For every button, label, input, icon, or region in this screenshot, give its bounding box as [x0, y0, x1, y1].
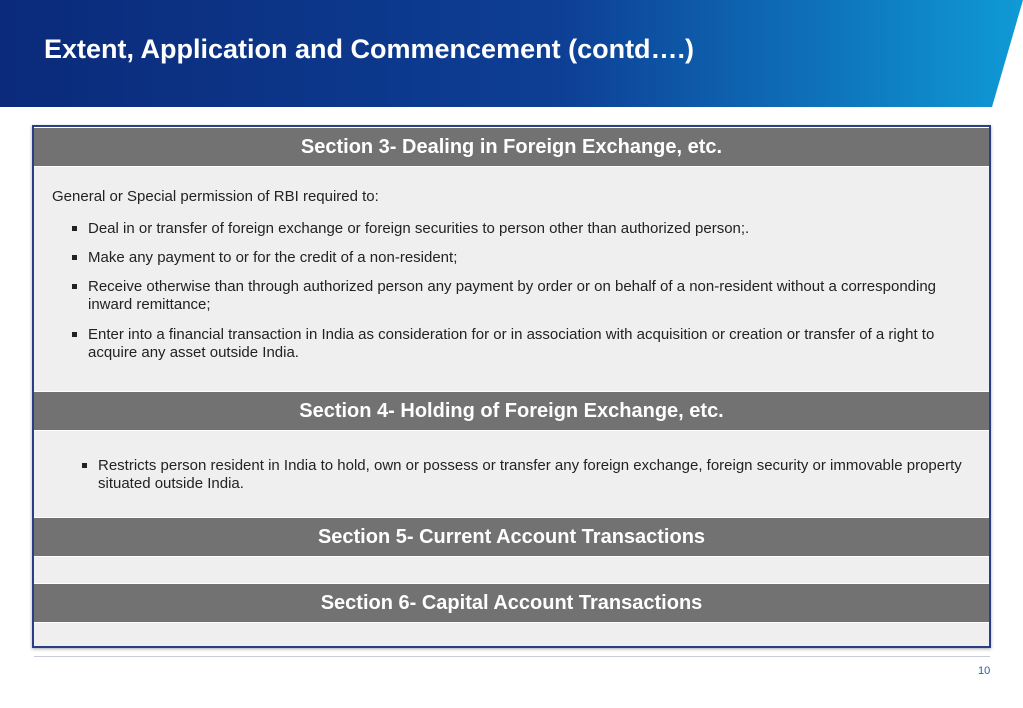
list-item: Make any payment to or for the credit of a non-resident;	[70, 249, 983, 267]
content-panel	[32, 125, 991, 648]
list-item: Deal in or transfer of foreign exchange or foreign securities to person other than authorized person;.	[70, 220, 983, 238]
page-number: 10	[978, 665, 991, 677]
section-5-heading: Section 5- Current Account Transactions	[34, 517, 989, 557]
list-item: Receive otherwise than through authorized person any payment by order or on behalf of a non-resident without a corresponding inward remittance;	[70, 278, 983, 314]
slide-header	[0, 0, 1023, 107]
list-item: Restricts person resident in India to hold, own or possess or transfer any foreign exchange, foreign security or immovable property situated outside India.	[80, 457, 978, 493]
section-3-heading: Section 3- Dealing in Foreign Exchange, etc.	[34, 127, 989, 167]
section-3-intro: General or Special permission of RBI required to:	[52, 188, 379, 205]
page-title: Extent, Application and Commencement (contd….)	[44, 34, 695, 64]
section-4-heading: Section 4- Holding of Foreign Exchange, etc.	[34, 391, 989, 431]
footer-divider	[34, 656, 990, 657]
section-6-heading: Section 6- Capital Account Transactions	[34, 583, 989, 623]
list-item: Enter into a financial transaction in India as consideration for or in association with acquisition or creation or transfer of a right to acquire any asset outside India.	[70, 326, 968, 362]
